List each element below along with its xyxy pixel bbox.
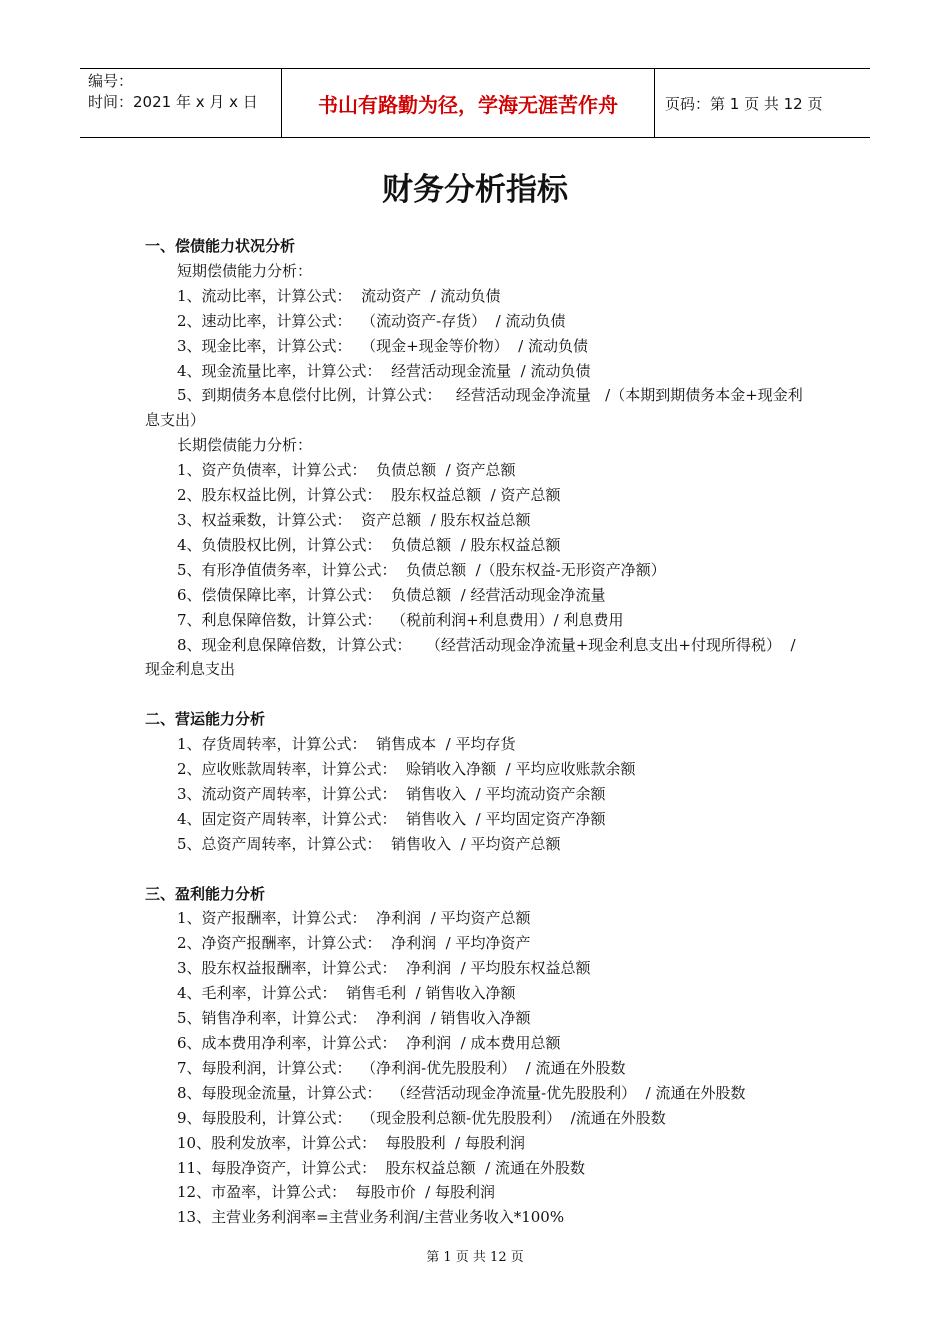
list-item: 4、固定资产周转率，计算公式： 销售收入 / 平均固定资产净额: [177, 809, 606, 828]
header-page-info: 页码：第 1 页 共 12 页: [665, 94, 823, 113]
list-item: 5、总资产周转率，计算公式： 销售收入 / 平均资产总额: [177, 834, 561, 853]
list-item: 5、到期债务本息偿付比例，计算公式： 经营活动现金净流量 /（本期到期债务本金+现金利息支出）: [145, 386, 803, 430]
section-heading: 二、营运能力分析: [145, 710, 266, 729]
list-item: 7、利息保障倍数，计算公式： （税前利润+利息费用）/ 利息费用: [177, 610, 624, 629]
list-item: 3、权益乘数，计算公式： 资产总额 / 股东权益总额: [177, 510, 531, 529]
list-item: 4、现金流量比率，计算公式： 经营活动现金流量 / 流动负债: [177, 361, 591, 380]
list-item: 4、负债股权比例，计算公式： 负债总额 / 股东权益总额: [177, 535, 561, 554]
list-item: 3、流动资产周转率，计算公式： 销售收入 / 平均流动资产余额: [177, 784, 606, 803]
list-item: 9、每股股利，计算公式： （现金股利总额-优先股股利） /流通在外股数: [177, 1108, 666, 1127]
list-item: 6、成本费用净利率，计算公式： 净利润 / 成本费用总额: [177, 1033, 561, 1052]
list-item: 11、每股净资产，计算公式： 股东权益总额 / 流通在外股数: [177, 1158, 585, 1177]
list-item: 1、资产负债率，计算公式： 负债总额 / 资产总额: [177, 461, 516, 480]
subsection-heading: 长期偿债能力分析：: [177, 436, 313, 455]
list-item: 2、应收账款周转率，计算公式： 赊销收入净额 / 平均应收账款余额: [177, 760, 636, 779]
list-item: 12、市盈率，计算公式： 每股市价 / 每股利润: [177, 1183, 495, 1202]
list-item: 8、现金利息保障倍数，计算公式： （经营活动现金净流量+现金利息支出+付现所得税） / 现金利息支出: [145, 635, 801, 679]
list-item: 13、主营业务利润率=主营业务利润/主营业务收入*100%: [177, 1208, 565, 1227]
page-footer: 第 1 页 共 12 页: [426, 1250, 524, 1265]
list-item: 1、存货周转率，计算公式： 销售成本 / 平均存货: [177, 735, 516, 754]
list-item: 2、净资产报酬率，计算公式： 净利润 / 平均净资产: [177, 934, 531, 953]
list-item: 8、每股现金流量，计算公式： （经营活动现金净流量-优先股股利） / 流通在外股数: [177, 1083, 746, 1102]
list-item: 2、速动比率，计算公式： （流动资产-存货） / 流动负债: [177, 311, 566, 330]
list-item: 10、股利发放率，计算公式： 每股股利 / 每股利润: [177, 1133, 525, 1152]
list-item: 5、销售净利率，计算公式： 净利润 / 销售收入净额: [177, 1009, 531, 1028]
list-item: 3、股东权益报酬率，计算公式： 净利润 / 平均股东权益总额: [177, 959, 591, 978]
number-label: 编号：: [88, 72, 134, 90]
document-body: [145, 234, 815, 1230]
list-item: 7、每股利润，计算公式： （净利润-优先股股利） / 流通在外股数: [177, 1058, 626, 1077]
list-item: 3、现金比率，计算公式： （现金+现金等价物） / 流动负债: [177, 336, 589, 355]
list-item: 6、偿债保障比率，计算公式： 负债总额 / 经营活动现金净流量: [177, 585, 606, 604]
list-item: 2、股东权益比例，计算公式： 股东权益总额 / 资产总额: [177, 486, 561, 505]
list-item: 1、流动比率，计算公式： 流动资产 / 流动负债: [177, 286, 501, 305]
header-meta: [80, 69, 282, 137]
section-heading: 三、盈利能力分析: [145, 884, 266, 903]
list-item: 4、毛利率，计算公式： 销售毛利 / 销售收入净额: [177, 984, 516, 1003]
page-header: [80, 68, 870, 138]
list-item: 1、资产报酬率，计算公式： 净利润 / 平均资产总额: [177, 909, 531, 928]
subsection-heading: 短期偿债能力分析：: [177, 261, 313, 280]
document-title: 财务分析指标: [382, 172, 568, 208]
date-label: 时间：2021 年 x 月 x 日: [88, 93, 258, 111]
header-motto: 书山有路勤为径，学海无涯苦作舟: [282, 69, 655, 137]
list-item: 5、有形净值债务率，计算公式： 负债总额 /（股东权益-无形资产净额）: [177, 560, 666, 579]
section-heading: 一、偿债能力状况分析: [145, 237, 296, 255]
